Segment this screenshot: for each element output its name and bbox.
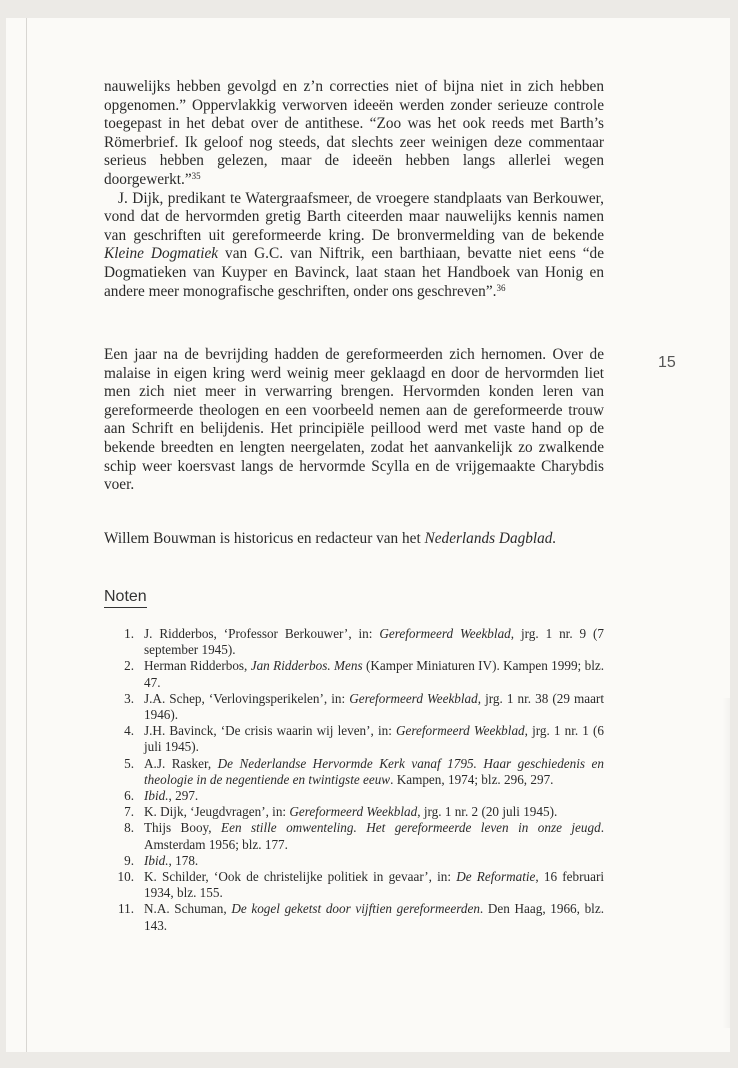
note-text: K. Dijk, ‘Jeugdvragen’, in: — [144, 804, 290, 820]
note-number: 4. — [124, 723, 134, 739]
note-text: Thijs Booy, — [144, 820, 222, 836]
note-number: 11. — [118, 901, 134, 917]
page-edge-shadow — [722, 698, 730, 1028]
note-title: De Nederlandse Hervormde Kerk vanaf 1795. Haar geschiedenis en theologie in de negentiende en twintigste eeuw — [144, 755, 604, 787]
note-title: Een stille omwenteling. Het gereformeerde leven in onze jeugd — [221, 820, 601, 836]
italic-title: Kleine Dogmatiek — [104, 245, 219, 263]
note-number: 5. — [124, 755, 134, 771]
note-text: , jrg. 1 nr. 2 (20 juli 1945). — [417, 804, 558, 820]
note-number: 8. — [124, 820, 134, 836]
note-text: J. Ridderbos, ‘Professor Berkouwer’, in: — [144, 626, 380, 641]
note-text: N.A. Schuman, — [144, 901, 232, 917]
author-note — [104, 530, 604, 549]
notes-heading: Noten — [104, 588, 147, 608]
note-text: . Kampen, 1974; blz. 296, 297. — [390, 771, 554, 787]
paragraph-conclusion: Een jaar na de bevrijding hadden de gereformeerden zich hernomen. Over de malaise in eigen kring werd weinig meer geklaagd en door de hervormden liet men zich niet meer in verwarring brengen. Hervormden konden leren van gereformeerde theologen en een voorbeeld nemen aan de gereformeerde trouw aan Schrift en belijdenis. Het principiële peillood werd met vaste hand op de bekende breedten en lengten neergelaten, zodat het aanvankelijk zo zwalkende schip weer koersvast langs de hervormde Scylla en de vrijgemaakte Charybdis voer. — [104, 346, 604, 494]
note-item — [104, 788, 604, 804]
note-title: De Reformatie — [456, 869, 536, 885]
note-text: , 178. — [168, 852, 199, 868]
note-item — [104, 723, 604, 755]
note-title: Gereformeerd Weekblad — [396, 723, 525, 739]
note-title: Jan Ridderbos. Mens — [250, 658, 363, 674]
note-text: , 16 februari 1934, blz. 155. — [144, 869, 604, 901]
document-page — [6, 18, 730, 1052]
body-text-conclusion — [104, 346, 604, 495]
note-number: 1. — [124, 626, 134, 641]
body-text — [104, 78, 604, 301]
note-text: A.J. Rasker, — [144, 755, 218, 771]
notes-list — [104, 626, 604, 934]
note-item — [104, 626, 604, 658]
note-title: Gereformeerd Weekblad — [379, 626, 511, 641]
note-text: . Den Haag, 1966, blz. 143. — [144, 901, 604, 933]
author-bio: Willem Bouwman is historicus en redacteur van het Nederlands Dagblad. — [104, 530, 557, 547]
note-title: Gereformeerd Weekblad — [349, 690, 478, 706]
note-number: 7. — [124, 804, 134, 820]
note-text: (Kamper Miniaturen IV). Kampen 1999; blz. 47. — [144, 658, 605, 690]
note-text: K. Schilder, ‘Ook de christelijke politiek in gevaar’, in: — [144, 869, 457, 885]
newspaper-title: Nederlands Dagblad. — [424, 530, 557, 547]
note-number: 10. — [117, 869, 134, 885]
note-text: . Amsterdam 1956; blz. 177. — [144, 820, 604, 852]
note-title: Ibid. — [144, 852, 169, 868]
note-item — [104, 869, 604, 901]
note-item — [104, 691, 604, 723]
note-number: 2. — [124, 658, 134, 674]
note-item — [104, 853, 604, 869]
footnote-ref-35: 35 — [191, 170, 201, 181]
note-item — [104, 820, 604, 852]
note-text: Herman Ridderbos, — [144, 658, 251, 674]
paragraph-dijk: J. Dijk, predikant te Watergraafsmeer, de vroegere standplaats van Berkouwer, vond dat de hervormden gretig Barth citeerden maar nauwelijks kennis namen van geschriften uit gereformeerde kring. De bronvermelding van de bekende Kleine Dogmatiek van G.C. van Niftrik, een barthiaan, bevatte niet eens “de Dogmatieken van Kuyper en Bavinck, laat staan het Handboek van Honig en andere meer monografische geschriften, onder ons geschreven”.$^{36}$ — [104, 189, 604, 300]
paragraph-quote-continuation: nauwelijks hebben gevolgd en z’n correcties niet of bijna niet in zich hebben opgenomen.” Oppervlakkig verworven ideeën werden zonder serieuze controle toegepast in het debat over de antithese. “Zoo was het ook reeds met Barth’s Römerbrief. Ik geloof nog steeds, dat slechts zeer weinigen deze commentaar serieus hebben gelezen, maar de ideeën hebben langs allerlei wegen doorgewerkt.”$^{35}$ — [104, 78, 604, 188]
footnote-ref-36: 36 — [496, 282, 506, 293]
note-text: , jrg. 1 nr. 1 (6 juli 1945). — [144, 723, 604, 755]
note-item — [104, 658, 604, 690]
note-title: De kogel geketst door vijftien gereformeerden — [231, 901, 480, 917]
note-text: , 297. — [168, 788, 199, 804]
note-item — [104, 756, 604, 788]
note-text: , jrg. 1 nr. 38 (29 maart 1946). — [144, 690, 604, 723]
note-text: J.A. Schep, ‘Verlovingsperikelen’, in: — [144, 690, 350, 706]
note-item — [104, 901, 604, 933]
page-number: 15 — [658, 354, 676, 371]
note-title: Gereformeerd Weekblad — [289, 804, 418, 820]
note-number: 9. — [124, 852, 134, 868]
note-text: J.H. Bavinck, ‘De crisis waarin wij leven’, in: — [144, 723, 396, 739]
note-number: 3. — [124, 690, 134, 706]
note-number: 6. — [124, 788, 134, 804]
note-title: Ibid. — [144, 788, 169, 804]
note-item — [104, 804, 604, 820]
note-text: , jrg. 1 nr. 9 (7 september 1945). — [144, 626, 604, 658]
